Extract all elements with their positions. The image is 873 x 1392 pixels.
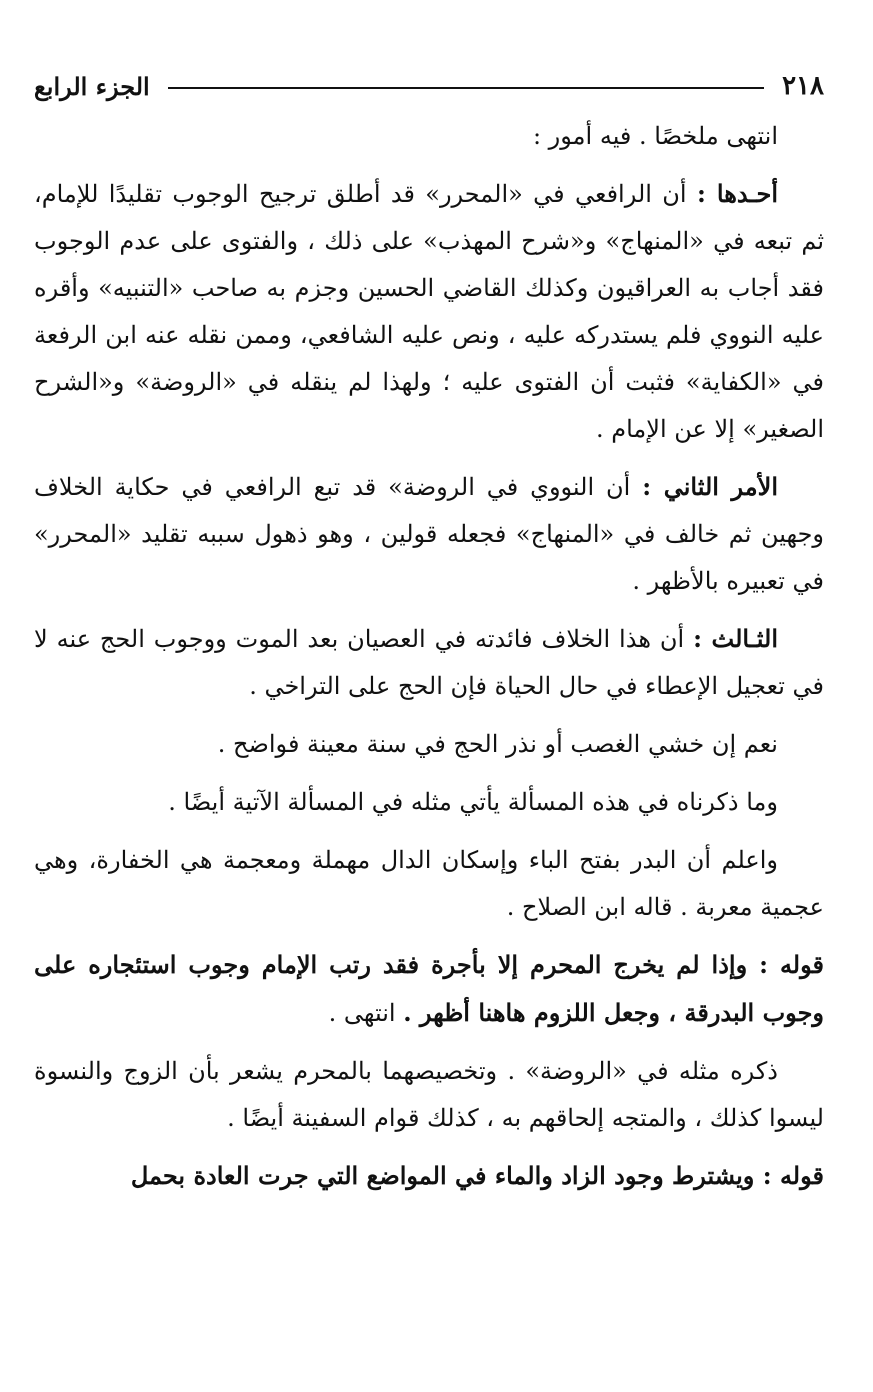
paragraph-definition: واعلم أن البدر بفتح الباء وإسكان الدال مهملة ومعجمة هي الخفارة، وهي عجمية معربة . قاله ابن الصلاح .: [34, 846, 824, 921]
book-page: [34, 66, 824, 1366]
running-header: [34, 66, 824, 106]
page-number: ٢١٨: [782, 71, 824, 101]
paragraph-note: نعم إن خشي الغصب أو نذر الحج في سنة معينة فواضح .: [217, 730, 778, 758]
part-title: الجزء الرابع: [34, 71, 150, 101]
quoted-text: قوله : ويشترط وجود الزاد والماء في المواضع التي جرت العادة بحمل: [130, 1161, 824, 1190]
paragraph-quote: قوله : وإذا لم يخرج المحرم إلا بأجرة فقد رتب الإمام وجوب استئجاره على وجوب البدرقة ، وجعل اللزوم هاهنا أظهر . انتهى .: [34, 950, 824, 1027]
quoted-text: قوله : وإذا لم يخرج المحرم إلا بأجرة فقد رتب الإمام وجوب استئجاره على وجوب البدرقة ، وجعل اللزوم هاهنا أظهر .: [34, 950, 824, 1027]
paragraph-heading: الأمر الثاني :: [642, 472, 778, 501]
paragraph-heading: الثـالث :: [693, 624, 778, 653]
page-body: [34, 112, 824, 1200]
paragraph-second: الأمر الثاني : أن النووي في الروضة» قد تبع الرافعي في حكاية الخلاف وجهين ثم خالف في «المنهاج» فجعله قولين ، وهو ذهول سببه تقليد «المحرر» في تعبيره بالأظهر .: [34, 472, 824, 595]
paragraph-third: الثـالث : أن هذا الخلاف فائدته في العصيان بعد الموت ووجوب الحج عنه لا في تعجيل الإعطاء في حال الحياة فإن الحج على التراخي .: [34, 624, 824, 700]
header-rule: [168, 87, 764, 89]
paragraph-commentary: ذكره مثله في «الروضة» . وتخصيصهما بالمحرم يشعر بأن الزوج والنسوة ليسوا كذلك ، والمتجه إلحاقهم به ، كذلك قوام السفينة أيضًا .: [34, 1057, 824, 1132]
paragraph-note: وما ذكرناه في هذه المسألة يأتي مثله في المسألة الآتية أيضًا .: [168, 788, 778, 816]
paragraph-intro: انتهى ملخصًا . فيه أمور :: [532, 122, 778, 150]
paragraph-heading: أحـدها :: [696, 179, 778, 208]
paragraph-first: أحـدها : أن الرافعي في «المحرر» قد أطلق ترجيح الوجوب تقليدًا للإمام، ثم تبعه في «المنهاج» و«شرح المهذب» على ذلك ، والفتوى على عدم الوجوب فقد أجاب به العراقيون وكذلك القاضي الحسين وجزم به صاحب «التنبيه» وأقره عليه النووي فلم يستدركه عليه ، ونص عليه الشافعي، وممن نقله عنه ابن الرفعة في «الكفاية» فثبت أن الفتوى عليه ؛ ولهذا لم ينقله في «الروضة» و«الشرح الصغير» إلا عن الإمام .: [34, 179, 824, 443]
paragraph-quote: [34, 1152, 824, 1200]
